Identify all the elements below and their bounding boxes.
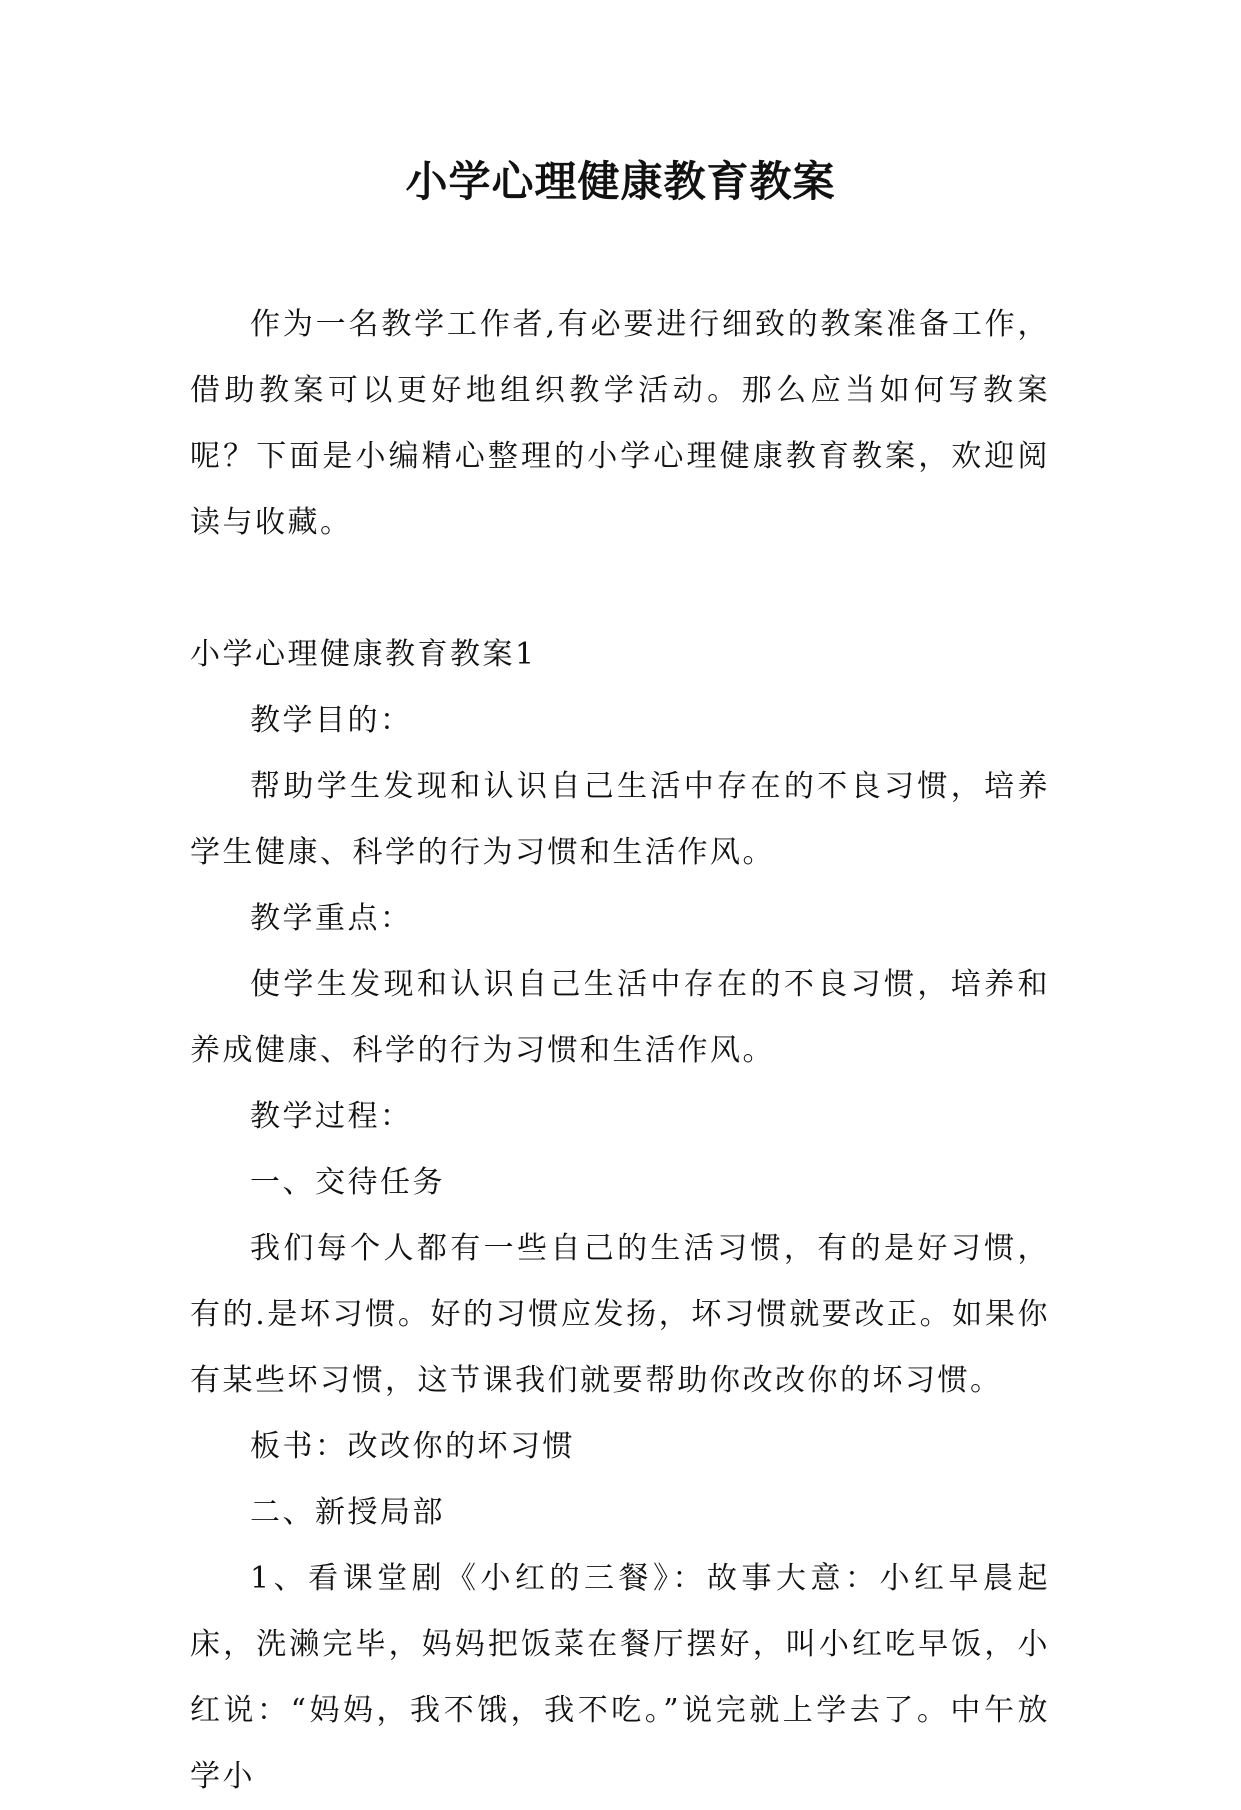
document-body — [190, 292, 1050, 1810]
step2-item-1: 1、看课堂剧《小红的三餐》：故事大意：小红早晨起床，洗濑完毕，妈妈把饭菜在餐厅摆好，叫小红吃早饭，小红说：“妈妈，我不饿，我不吃。”说完就上学去了。中午放学小 — [190, 1561, 1050, 1794]
purpose-paragraph: 帮助学生发现和认识自己生活中存在的不良习惯，培养学生健康、科学的行为习惯和生活作风。 — [190, 769, 1050, 870]
purpose-label: 教学目的： — [250, 703, 413, 738]
focus-label: 教学重点： — [250, 901, 413, 936]
intro-paragraph: 作为一名教学工作者,有必要进行细致的教案准备工作，借助教案可以更好地组织教学活动。那么应当如何写教案呢？下面是小编精心整理的小学心理健康教育教案，欢迎阅读与收藏。 — [190, 307, 1050, 540]
step1-paragraph: 我们每个人都有一些自己的生活习惯，有的是好习惯，有的.是坏习惯。好的习惯应发扬，坏习惯就要改正。如果你有某些坏习惯，这节课我们就要帮助你改改你的坏习惯。 — [190, 1231, 1050, 1398]
page-title: 小学心理健康教育教案 — [405, 157, 836, 206]
step2-heading: 二、新授局部 — [250, 1495, 445, 1530]
section-heading: 小学心理健康教育教案1 — [190, 637, 537, 672]
focus-paragraph: 使学生发现和认识自己生活中存在的不良习惯，培养和养成健康、科学的行为习惯和生活作风。 — [190, 967, 1050, 1068]
step1-heading: 一、交待任务 — [250, 1165, 445, 1200]
paragraph-spacer — [190, 556, 1050, 622]
process-label: 教学过程： — [250, 1099, 413, 1134]
blackboard-line: 板书：改改你的坏习惯 — [250, 1429, 575, 1464]
